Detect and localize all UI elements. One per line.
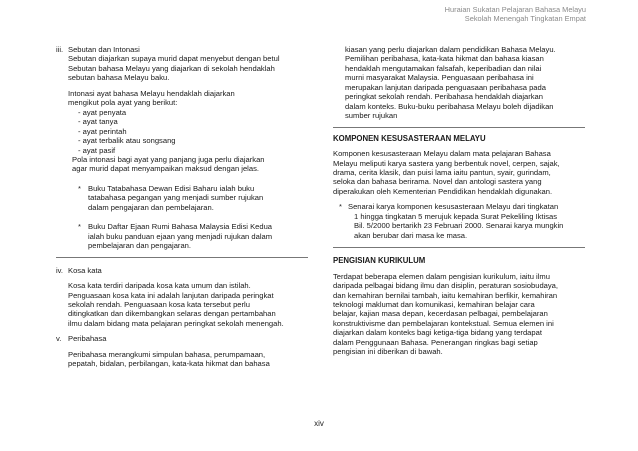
paragraph-line: Terdapat beberapa elemen dalam pengisian kurikulum, iaitu ilmu: [333, 271, 550, 281]
star-marker: *: [78, 222, 81, 232]
note-line: Buku Daftar Ejaan Rumi Bahasa Malaysia Edisi Kedua: [88, 222, 273, 232]
paragraph-line: seloka dan bahasa berirama. Novel dan antologi sastera yang: [333, 177, 542, 187]
section-heading: Peribahasa: [68, 334, 107, 344]
paragraph-line: sekolah rendah. Penguasaan kosa kata tersebut perlu: [68, 299, 250, 309]
note-line: 1 hingga tingkatan 5 merujuk kepada Surat Pekeliling Iktisas: [354, 211, 558, 221]
section-iii: [56, 45, 308, 251]
list-item: - ayat tanya: [78, 117, 118, 127]
list-item: - ayat perintah: [78, 126, 127, 136]
section-v: [56, 334, 308, 343]
star-marker: *: [78, 183, 81, 193]
paragraph-line: Penguasaan kosa kata ini adalah lanjutan daripada peringkat: [68, 290, 274, 300]
paragraph-line: Pola intonasi bagi ayat yang panjang juga perlu diajarkan: [72, 154, 265, 164]
section-iv: [56, 266, 308, 275]
paragraph-line: daripada pelbagai bidang ilmu dan disiplin, peraturan sosiobudaya,: [333, 281, 559, 291]
list-item: - ayat terbalik atau songsang: [78, 136, 176, 146]
right-column: [333, 45, 585, 357]
paragraph-line: pepatah, bidalan, perbilangan, kata-kata hikmat dan bahasa: [68, 359, 270, 369]
paragraph-line: kiasan yang perlu diajarkan dalam pendidikan Bahasa Melayu.: [345, 45, 556, 54]
reference-note-2: [68, 222, 308, 250]
paragraph-line: Kosa kata terdiri daripada kosa kata umum dan istilah.: [68, 281, 251, 291]
note-line: pembelajaran dan pengajaran.: [88, 241, 192, 251]
paragraph-line: sumber rujukan: [345, 111, 398, 121]
paragraph-line: Sebutan diajarkan supaya murid dapat menyebut dengan betul: [68, 54, 280, 64]
peribahasa-continuation: [333, 45, 585, 121]
paragraph-line: ilmu dalam bidang mata pelajaran peringkat sekolah menengah.: [68, 318, 284, 328]
section-number: v.: [56, 334, 62, 344]
paragraph-line: drama, cerita klasik, dan puisi lama iaitu pantun, syair, gurindam,: [333, 167, 551, 177]
section-heading: Kosa kata: [68, 265, 102, 275]
kesusasteraan-note: [333, 202, 585, 240]
section-divider: [333, 247, 585, 248]
paragraph-line: dalam konteks. Buku-buku peribahasa Melayu boleh dijadikan: [345, 101, 554, 111]
kosa-kata-paragraph: [56, 281, 308, 328]
paragraph-line: diajarkan dalam konteks bagi ketiga-tiga bidang yang terdapat: [333, 328, 542, 338]
running-header: [306, 5, 586, 23]
page-number: xiv: [314, 419, 324, 428]
paragraph-line: ditingkatkan dan dikembangkan selaras dengan pertambahan: [68, 309, 276, 319]
paragraph-line: agar murid dapat menyampaikan maksud dengan jelas.: [72, 164, 259, 174]
section-title-pengisian: PENGISIAN KURIKULUM: [333, 256, 426, 266]
paragraph-line: belajar, kajian masa depan, kecerdasan pelbagai, pembelajaran: [333, 309, 548, 319]
note-line: dalam pengajaran dan pembelajaran.: [88, 202, 214, 212]
list-item: - ayat pasif: [78, 145, 116, 155]
header-line-2: Sekolah Menengah Tingkatan Empat: [464, 14, 586, 23]
section-number: iv.: [56, 265, 64, 275]
kesusasteraan-paragraph: [333, 149, 585, 196]
note-line: Senarai karya komponen kesusasteraan Melayu dari tingkatan: [348, 202, 559, 212]
section-title-kesusasteraan: KOMPONEN KESUSASTERAAN MELAYU: [333, 133, 486, 143]
paragraph-line: Komponen kesusasteraan Melayu dalam mata pelajaran Bahasa: [333, 149, 551, 159]
peribahasa-paragraph: [56, 350, 308, 369]
header-line-1: Huraian Sukatan Pelajaran Bahasa Melayu: [444, 5, 586, 14]
note-line: Buku Tatabahasa Dewan Edisi Baharu ialah buku: [88, 183, 255, 193]
paragraph-line: Intonasi ayat bahasa Melayu hendaklah diajarkan: [68, 88, 235, 98]
paragraph-line: Sebutan bahasa Melayu yang diajarkan di sekolah hendaklah: [68, 63, 275, 73]
paragraph-line: konstruktivisme dan pembelajaran kontekstual. Semua elemen ini: [333, 318, 554, 328]
intonation-list: [68, 108, 308, 155]
paragraph-line: dan kemahiran bernilai tambah, iaitu kemahiran berfikir, kemahiran: [333, 290, 558, 300]
section-heading: Sebutan dan Intonasi: [68, 45, 140, 54]
list-item: - ayat penyata: [78, 107, 127, 117]
note-line: tatabahasa pegangan yang menjadi sumber rujukan: [88, 193, 264, 203]
paragraph-line: Peribahasa merangkumi simpulan bahasa, perumpamaan,: [68, 349, 266, 359]
paragraph-line: merupakan lanjutan daripada penguasaan peribahasa pada: [345, 82, 546, 92]
paragraph-line: Melayu meliputi karya sastera yang berbentuk novel, cerpen, sajak,: [333, 158, 560, 168]
paragraph-line: Pemilihan peribahasa, kata-kata hikmat dan bahasa kiasan: [345, 54, 544, 64]
reference-note-1: [68, 184, 308, 212]
paragraph-line: mengikut pola ayat yang berikut:: [68, 98, 178, 108]
left-column: [56, 45, 308, 369]
paragraph-line: teknologi maklumat dan komunikasi, kemahiran belajar cara: [333, 299, 535, 309]
paragraph-line: sebutan bahasa Melayu baku.: [68, 73, 170, 83]
note-line: ialah buku panduan ejaan yang menjadi rujukan dalam: [88, 231, 273, 241]
paragraph-line: diperakukan oleh Kementerian Pendidikan hendaklah digunakan.: [333, 186, 553, 196]
note-line: akan berubar dari masa ke masa.: [354, 230, 468, 240]
note-line: Bil. 5/2000 bertarikh 23 Februari 2000. Senarai karya mungkin: [354, 221, 564, 231]
section-number: iii.: [56, 45, 64, 54]
section-divider: [333, 127, 585, 128]
paragraph-line: murni masyarakat Malaysia. Penguasaan peribahasa ini: [345, 73, 534, 83]
section-divider: [56, 257, 308, 258]
paragraph-line: pengisian ini diberikan di bawah.: [333, 347, 443, 357]
paragraph-line: dalam Penggunaan Bahasa. Penerangan ringkas bagi setiap: [333, 337, 538, 347]
paragraph-line: hendaklah mengutamakan falsafah, keperibadian dan nilai: [345, 63, 542, 73]
paragraph-line: peringkat sekolah rendah. Peribahasa hendaklah diajarkan: [345, 92, 543, 102]
star-marker: *: [339, 202, 342, 212]
pengisian-paragraph: [333, 272, 585, 357]
